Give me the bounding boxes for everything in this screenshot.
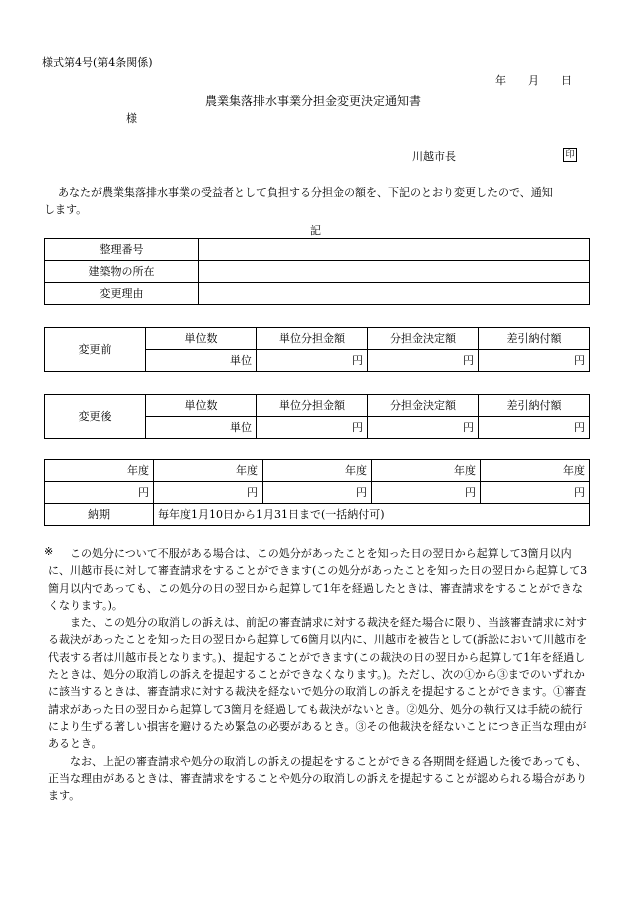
value-building-location (199, 261, 590, 283)
table-row (45, 261, 590, 283)
header-net-payment: 差引納付額 (479, 328, 590, 350)
table-row (45, 460, 590, 482)
table-row (45, 482, 590, 504)
fiscal-year-cell: 年度 (154, 460, 263, 482)
note-mark: ※ (44, 545, 54, 558)
after-change-table (44, 394, 590, 439)
header-decided-amount: 分担金決定額 (368, 328, 479, 350)
label-seiri-bango: 整理番号 (45, 239, 199, 261)
header-unit-amount: 単位分担金額 (257, 395, 368, 417)
notes-section (48, 545, 588, 804)
payment-period-value: 毎年度1月10日から1月31日まで(一括納付可) (154, 504, 590, 526)
amount-cell: 円 (154, 482, 263, 504)
issuer-name: 川越市長 (412, 150, 456, 163)
note-paragraph-3: なお、上記の審査請求や処分の取消しの訴えの提起をすることができる各期間を経過した後であっても、正当な理由があるときは、審査請求をすることや処分の取消しの訴えを提起することが認められる場合があります。 (48, 754, 587, 803)
label-change-reason: 変更理由 (45, 283, 199, 305)
form-number: 様式第4号(第4条関係) (42, 56, 153, 69)
note-paragraph-1: この処分について不服がある場合は、この処分があったことを知った日の翌日から起算して3箇月以内に、川越市長に対して審査請求をすることができます(この処分があったことを知った日の翌日から起算して3箇月以内であっても、この処分の日の翌日から起算して1年を経過したときは、審査請求をすることができなくなります。)。 (48, 547, 588, 612)
table-row (45, 395, 590, 417)
table-row (45, 504, 590, 526)
intro-line-1: あなたが農業集落排水事業の受益者として負担する分担金の額を、下記のとおり変更したので、通知 (58, 186, 553, 199)
note-paragraph-2: また、この処分の取消しの訴えは、前記の審査請求に対する裁決を経た場合に限り、当該審査請求に対する裁決があったことを知った日の翌日から起算して6箇月以内に、川越市を被告として(訴訟において川越市を代表する者は川越市長となります。)、提起することができます(この裁決の日の翌日から起算して1年を経過したときは、処分の取消しの訴えを提起することができなくなります。)。ただし、次の①から③までのいずれかに該当するときは、審査請求に対する裁決を経ないで処分の取消しの訴えを提起することができます。①審査請求があった日の翌日から起算して3箇月を経過しても裁決がないとき。②処分、処分の執行又は手続の続行により生ずる著しい損害を避けるため緊急の必要があるとき。③その他裁決を経ないことにつき正当な理由があるとき。 (48, 616, 588, 751)
after-label: 変更後 (45, 395, 146, 439)
header-unit-count: 単位数 (146, 395, 257, 417)
unit-yen: 円 (479, 350, 590, 372)
unit-yen: 円 (257, 417, 368, 439)
header-unit-count: 単位数 (146, 328, 257, 350)
before-change-table (44, 327, 590, 372)
unit-tani: 単位 (146, 350, 257, 372)
fiscal-year-cell: 年度 (481, 460, 590, 482)
amount-cell: 円 (45, 482, 154, 504)
unit-yen: 円 (257, 350, 368, 372)
ki-heading: 記 (310, 224, 321, 237)
label-building-location: 建築物の所在 (45, 261, 199, 283)
unit-yen: 円 (479, 417, 590, 439)
header-unit-amount: 単位分担金額 (257, 328, 368, 350)
fiscal-year-cell: 年度 (372, 460, 481, 482)
amount-cell: 円 (481, 482, 590, 504)
date-line: 年 月 日 (495, 74, 572, 87)
document-title: 農業集落排水事業分担金変更決定通知書 (205, 94, 422, 108)
unit-yen: 円 (368, 417, 479, 439)
fiscal-year-cell: 年度 (45, 460, 154, 482)
fiscal-year-cell: 年度 (263, 460, 372, 482)
seal-mark: 印 (563, 148, 577, 162)
unit-yen: 円 (368, 350, 479, 372)
header-decided-amount: 分担金決定額 (368, 395, 479, 417)
addressee-suffix: 様 (126, 112, 137, 125)
value-change-reason (199, 283, 590, 305)
amount-cell: 円 (263, 482, 372, 504)
payment-period-label: 納期 (45, 504, 154, 526)
table-row (45, 239, 590, 261)
intro-line-2: します。 (44, 203, 88, 216)
unit-tani: 単位 (146, 417, 257, 439)
installment-table (44, 459, 590, 526)
value-seiri-bango (199, 239, 590, 261)
table-row (45, 328, 590, 350)
header-net-payment: 差引納付額 (479, 395, 590, 417)
amount-cell: 円 (372, 482, 481, 504)
info-table (44, 238, 590, 305)
table-row (45, 283, 590, 305)
before-label: 変更前 (45, 328, 146, 372)
